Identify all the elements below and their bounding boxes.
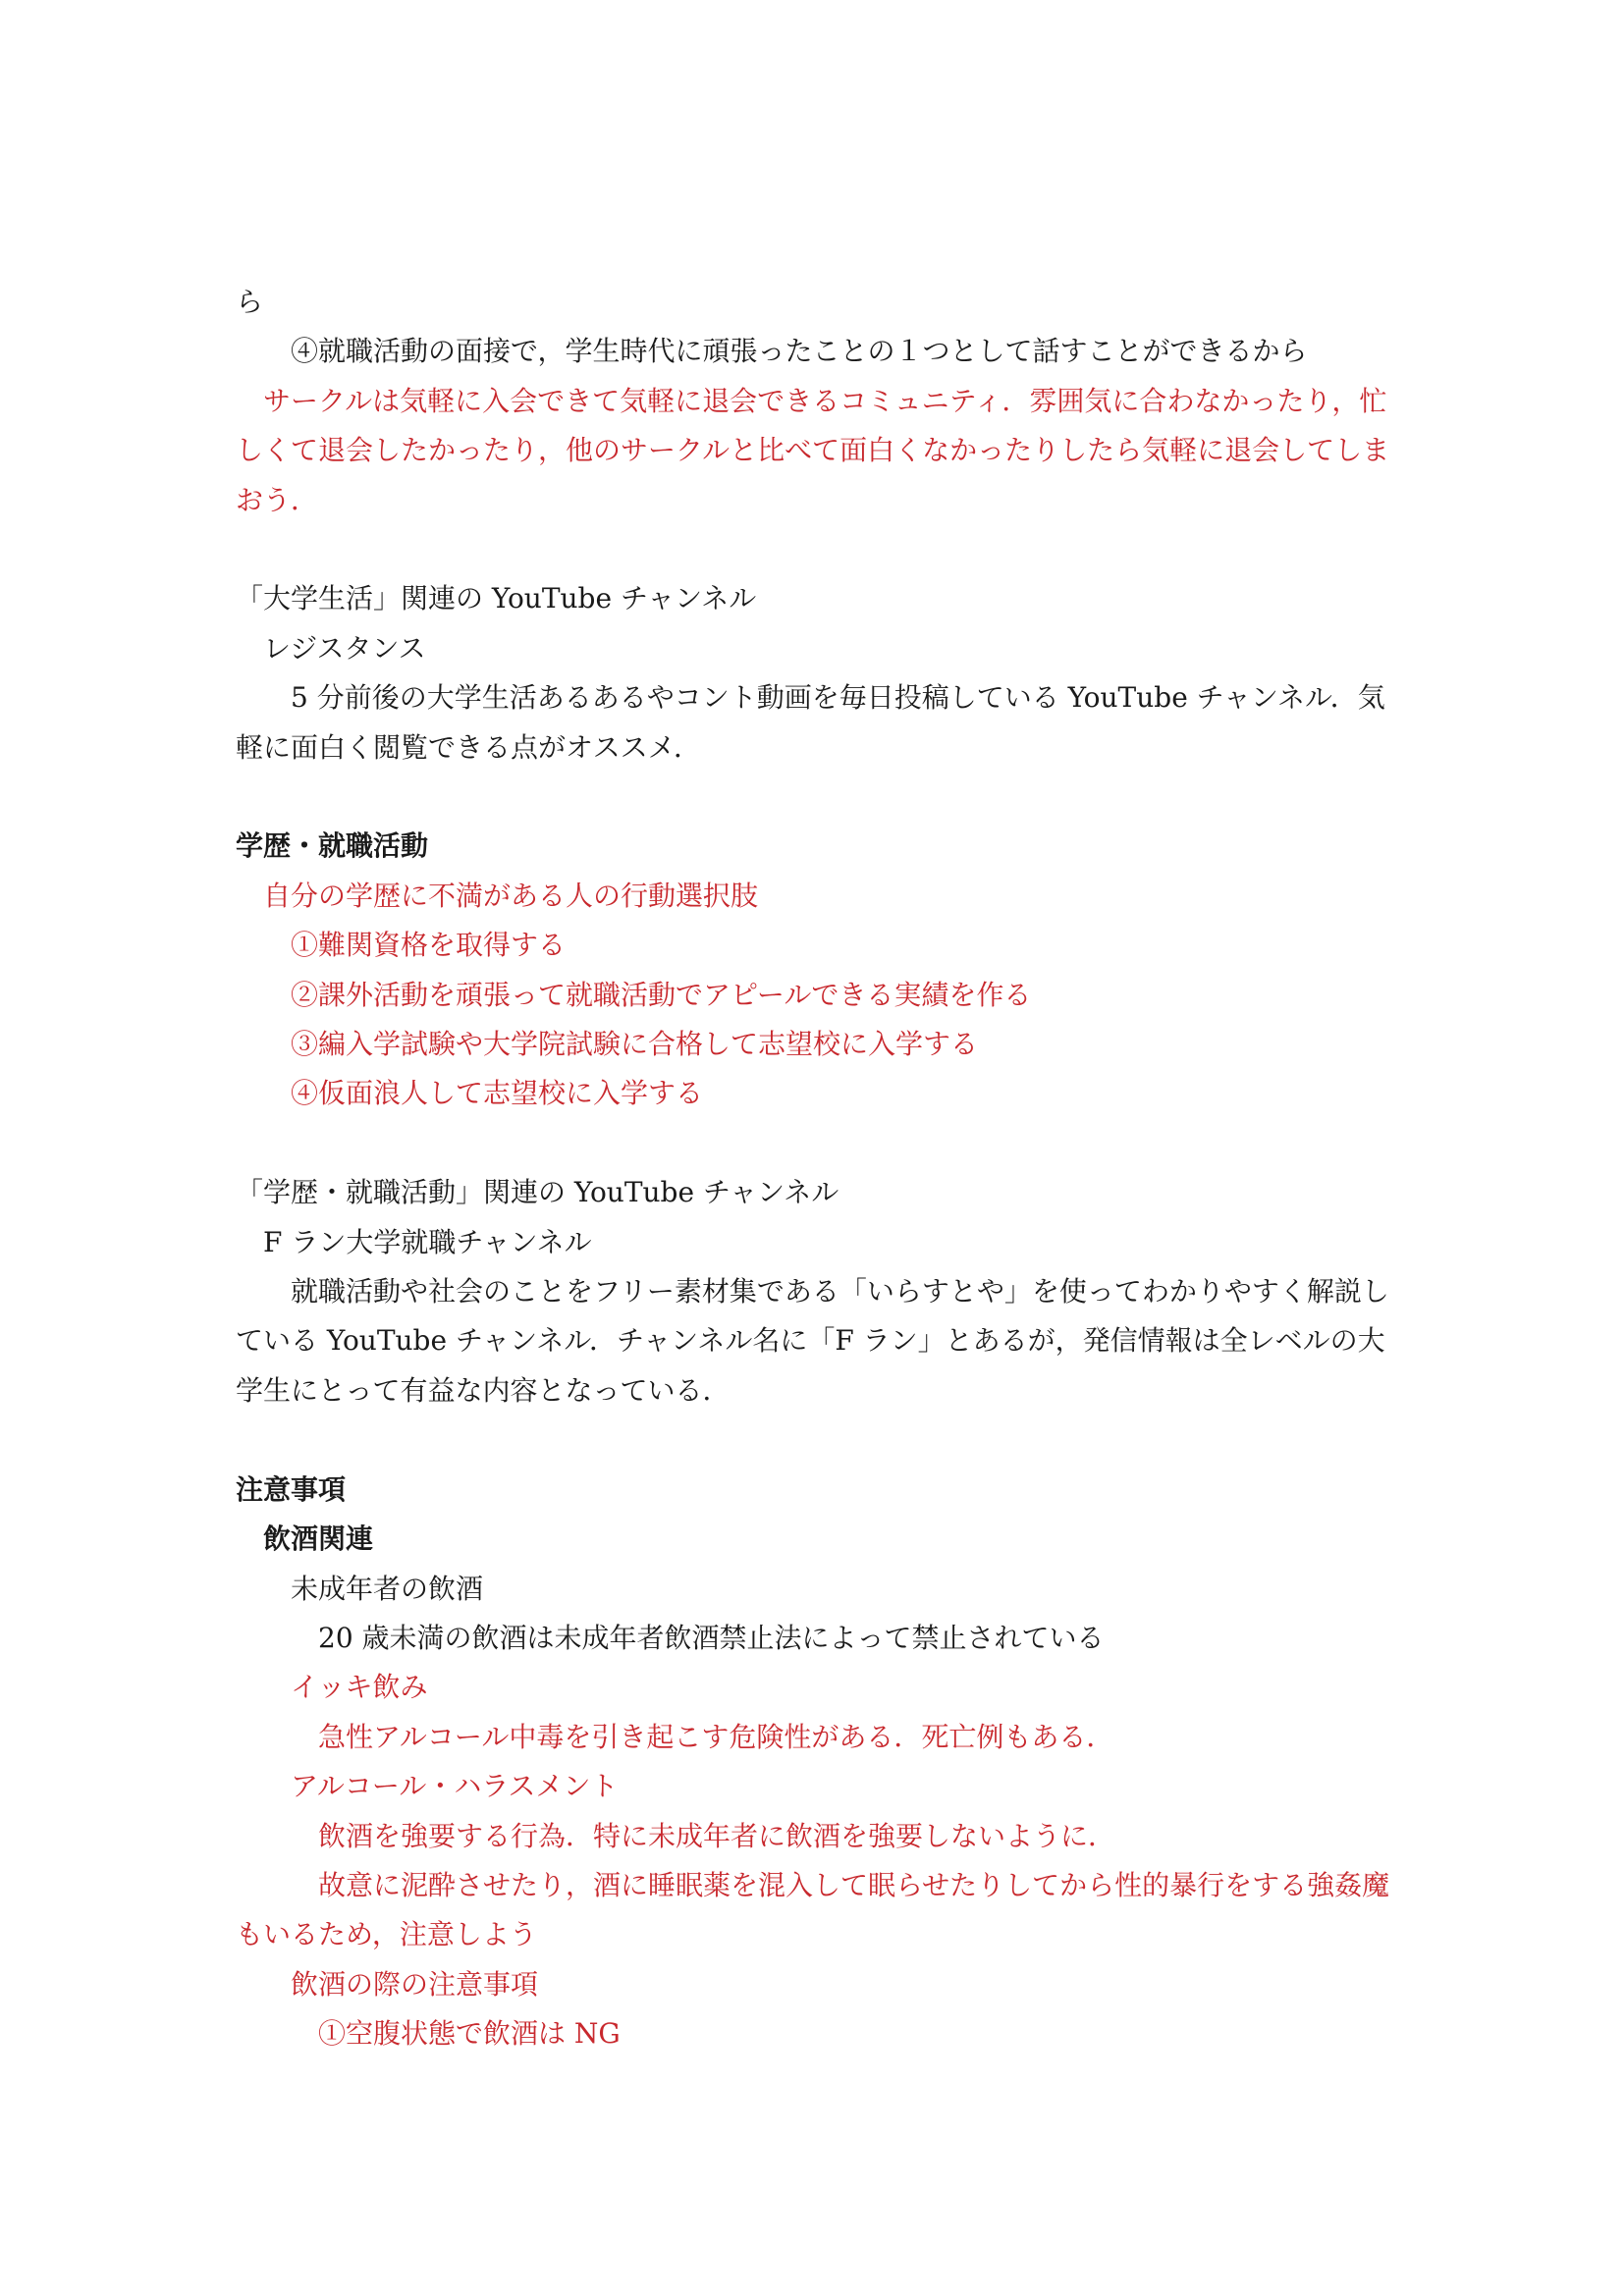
- channel-name: F ラン大学就職チャンネル: [263, 1225, 592, 1258]
- channel-description: 就職活動や社会のことをフリー素材集である「いらすとや」を使ってわかりやすく解説している YouTube チャンネル．チャンネル名に「F ラン」とあるが，発信情報は全レベルの大学生にとって有益な内容となっている．: [236, 1275, 1389, 1407]
- topic-text: 20 歳未満の飲酒は未成年者飲酒禁止法によって禁止されている: [318, 1621, 1105, 1654]
- list-item: ②課外活動を頑張って就職活動でアピールできる実績を作る: [291, 978, 1032, 1011]
- list-item: ④仮面浪人して志望校に入学する: [291, 1077, 704, 1110]
- subheading: 飲酒関連: [263, 1522, 374, 1556]
- topic-title: 未成年者の飲酒: [291, 1572, 484, 1605]
- document-page: [236, 278, 1399, 2059]
- spacer: [236, 525, 1399, 574]
- circle-note-paragraph: サークルは気軽に入会できて気軽に退会できるコミュニティ．雰囲気に合わなかったり，忙しくて退会したかったり，他のサークルと比べて面白くなかったりしたら気軽に退会してしまおう．: [236, 384, 1390, 516]
- spacer: [236, 1415, 1399, 1465]
- list-item: ①難関資格を取得する: [291, 929, 567, 962]
- topic-title: アルコール・ハラスメント: [291, 1770, 619, 1803]
- topic-text: 飲酒を強要する行為．特に未成年者に飲酒を強要しないように．: [318, 1819, 1116, 1852]
- section-heading: 「学歴・就職活動」関連の YouTube チャンネル: [236, 1176, 839, 1209]
- topic-text: 急性アルコール中毒を引き起こす危険性がある．死亡例もある．: [318, 1720, 1114, 1753]
- text-line: ④就職活動の面接で，学生時代に頑張ったことの１つとして話すことができるから: [291, 335, 1308, 368]
- spacer: [236, 1119, 1399, 1168]
- channel-description: 5 分前後の大学生活あるあるやコント動画を毎日投稿している YouTube チャンネル．気軽に面白く閲覧できる点がオススメ．: [236, 681, 1385, 764]
- channel-name: レジスタンス: [263, 631, 426, 665]
- section-heading: 注意事項: [236, 1472, 347, 1506]
- section-heading: 学歴・就職活動: [236, 829, 429, 863]
- list-item: ③編入学試験や大学院試験に合格して志望校に入学する: [291, 1028, 979, 1061]
- text-line: ら: [236, 286, 264, 318]
- topic-text: 故意に泥酔させたり，酒に睡眠薬を混入して眠らせたりしてから性的暴行をする強姦魔もいるため，注意しよう: [236, 1868, 1390, 1951]
- list-item: ①空腹状態で飲酒は NG: [318, 2017, 621, 2051]
- topic-title: イッキ飲み: [291, 1671, 428, 1704]
- section-heading: 「大学生活」関連の YouTube チャンネル: [236, 582, 757, 615]
- spacer: [236, 773, 1399, 822]
- subheading: 自分の学歴に不満がある人の行動選択肢: [263, 879, 759, 912]
- topic-title: 飲酒の際の注意事項: [291, 1967, 539, 2001]
